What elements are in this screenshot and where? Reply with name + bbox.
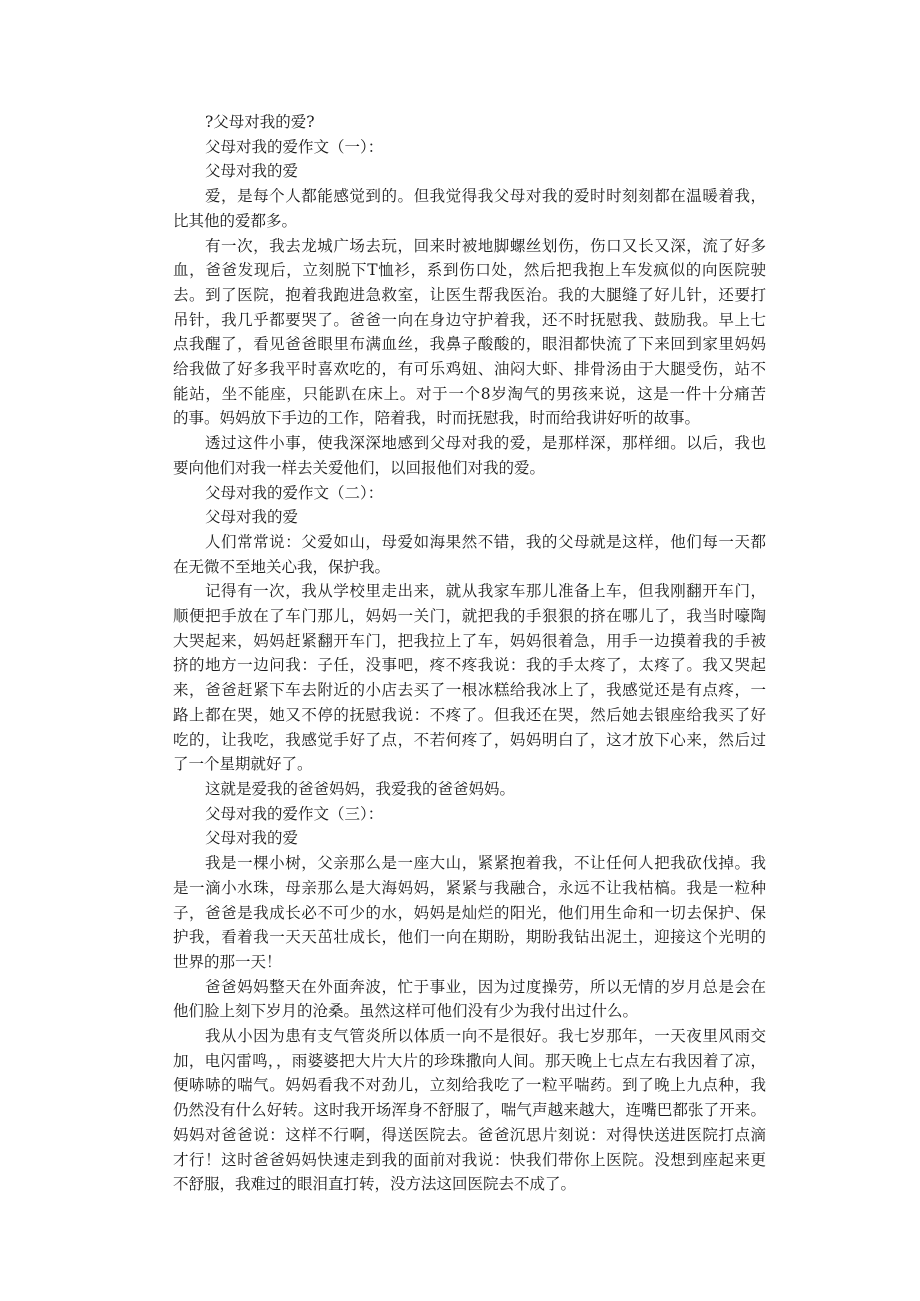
paragraph-line: 吊针，我几乎都要哭了。爸爸一向在身边守护着我，还不时抚慰我、鼓励我。早上七 <box>173 310 767 329</box>
paragraph-line: 爱，是每个人都能感觉到的。但我觉得我父母对我的爱时时刻刻都在温暖着我， <box>205 187 767 206</box>
paragraph <box>173 777 766 802</box>
paragraph-line: 的事。妈妈放下手边的工作，陪着我，时而抚慰我，时而给我讲好听的故事。 <box>173 409 701 428</box>
paragraph-line: 加，电闪雷鸣，，雨婆婆把大片大片的珍珠撒向人间。那天晚上七点左右我因着了凉， <box>173 1051 767 1070</box>
paragraph-line: 去。到了医院，抱着我跑进急救室，让医生帮我医治。我的大腿缝了好儿针，还要打 <box>173 285 767 304</box>
paragraph-line: 挤的地方一边问我：子任，没事吧，疼不疼我说：我的手太疼了，太疼了。我又哭起 <box>173 656 767 675</box>
paragraph-line: 在无微不至地关心我，保护我。 <box>173 557 391 576</box>
paragraph-line: 给我做了好多我平时喜欢吃的，有可乐鸡妞、油闷大虾、排骨汤由于大腿受伤，站不 <box>173 360 767 379</box>
essay-subtitle: 父母对我的爱 <box>205 162 299 181</box>
paragraph <box>173 431 766 480</box>
paragraph-line: 不舒服，我难过的眼泪直打转，没方法这回医院去不成了。 <box>173 1175 577 1194</box>
paragraph-line: 吃的，让我吃，我感觉手好了点，不若何疼了，妈妈明白了，这才放下心来，然后过 <box>173 730 767 749</box>
paragraph-line: 才行！这时爸爸妈妈快速走到我的面前对我说：快我们带你上医院。没想到座起来更 <box>173 1150 767 1169</box>
paragraph-line: 能站，坐不能座，只能趴在床上。对于一个8岁淘气的男孩来说，这是一件十分痛苦 <box>173 384 767 403</box>
paragraph-line: 这就是爱我的爸爸妈妈，我爱我的爸爸妈妈。 <box>205 779 516 798</box>
paragraph <box>173 184 766 233</box>
paragraph-line: 他们脸上刻下岁月的沧桑。虽然这样可他们没有少为我付出过什么。 <box>173 1002 639 1021</box>
paragraph-line: 了一个星期就好了。 <box>173 755 313 774</box>
paragraph-line: 便哧哧的喘气。妈妈看我不对劲儿，立刻给我吃了一粒平喘药。到了晚上九点种，我 <box>173 1076 767 1095</box>
paragraph-line: 路上都在哭，她又不停的抚慰我说：不疼了。但我还在哭，然后她去银座给我买了好 <box>173 705 767 724</box>
paragraph <box>173 579 766 777</box>
paragraph-line: 我从小因为患有支气管炎所以体质一向不是很好。我七岁那年，一天夜里风雨交 <box>205 1027 767 1046</box>
paragraph-line: 爸爸妈妈整天在外面奔波，忙于事业，因为过度操劳，所以无情的岁月总是会在 <box>205 977 767 996</box>
paragraph-line: 来，爸爸赶紧下车去附近的小店去买了一根冰糕给我冰上了，我感觉还是有点疼，一 <box>173 681 767 700</box>
paragraph <box>173 851 766 975</box>
paragraph <box>173 1024 766 1197</box>
paragraph <box>173 975 766 1024</box>
document-page <box>173 110 766 1197</box>
essay-section <box>173 802 766 1197</box>
paragraph-line: 世界的那一天！ <box>173 952 282 971</box>
essay-section <box>173 135 766 481</box>
paragraph-line: 点我醒了，看见爸爸眼里布满血丝，我鼻子酸酸的，眼泪都快流了下来回到家里妈妈 <box>173 335 767 354</box>
paragraph-line: 妈妈对爸爸说：这样不行啊，得送医院去。爸爸沉思片刻说：对得快送进医院打点滴 <box>173 1125 767 1144</box>
paragraph-line: 我是一棵小树，父亲那么是一座大山，紧紧抱着我，不让任何人把我砍伐掉。我 <box>205 854 767 873</box>
paragraph-line: 透过这件小事，使我深深地感到父母对我的爱，是那样深，那样细。以后，我也 <box>205 434 767 453</box>
paragraph-line: 大哭起来，妈妈赶紧翻开车门，把我拉上了车，妈妈很着急，用手一边摸着我的手被 <box>173 631 767 650</box>
paragraph-line: 记得有一次，我从学校里走出来，就从我家车那儿准备上车，但我刚翻开车门， <box>205 582 767 601</box>
paragraph-line: 血，爸爸发现后，立刻脱下T恤衫，系到伤口处，然后把我抱上车发疯似的向医院驶 <box>173 261 767 280</box>
essay-section <box>173 481 766 802</box>
paragraph <box>173 530 766 579</box>
essay-subtitle: 父母对我的爱 <box>205 829 299 848</box>
paragraph-line: 有一次，我去龙城广场去玩，回来时被地脚螺丝划伤，伤口又长又深，流了好多 <box>205 236 767 255</box>
paragraph-line: 是一滴小水珠，母亲那么是大海妈妈，紧紧与我融合，永远不让我枯槁。我是一粒种 <box>173 878 767 897</box>
paragraph-line: 仍然没有什么好转。这时我开场浑身不舒服了，喘气声越来越大，连嘴巴都张了开来。 <box>173 1101 767 1120</box>
paragraph <box>173 234 766 432</box>
paragraph-line: 子，爸爸是我成长必不可少的水，妈妈是灿烂的阳光，他们用生命和一切去保护、保 <box>173 903 767 922</box>
essay-heading: 父母对我的爱作文（三）： <box>205 804 384 823</box>
essay-subtitle: 父母对我的爱 <box>205 508 299 527</box>
document-title: ?父母对我的爱? <box>205 113 315 131</box>
essay-heading: 父母对我的爱作文（二）： <box>205 483 384 502</box>
paragraph-line: 人们常常说：父爱如山，母爱如海果然不错，我的父母就是这样，他们每一天都 <box>205 532 767 551</box>
paragraph-line: 顺便把手放在了车门那儿，妈妈一关门，就把我的手狠狠的挤在哪儿了，我当时嚎陶 <box>173 607 767 626</box>
paragraph-line: 护我，看着我一天天茁壮成长，他们一向在期盼，期盼我钻出泥土，迎接这个光明的 <box>173 928 767 947</box>
essay-heading: 父母对我的爱作文（一）： <box>205 137 384 156</box>
paragraph-line: 要向他们对我一样去关爱他们，以回报他们对我的爱。 <box>173 458 546 477</box>
paragraph-line: 比其他的爱都多。 <box>173 211 298 230</box>
